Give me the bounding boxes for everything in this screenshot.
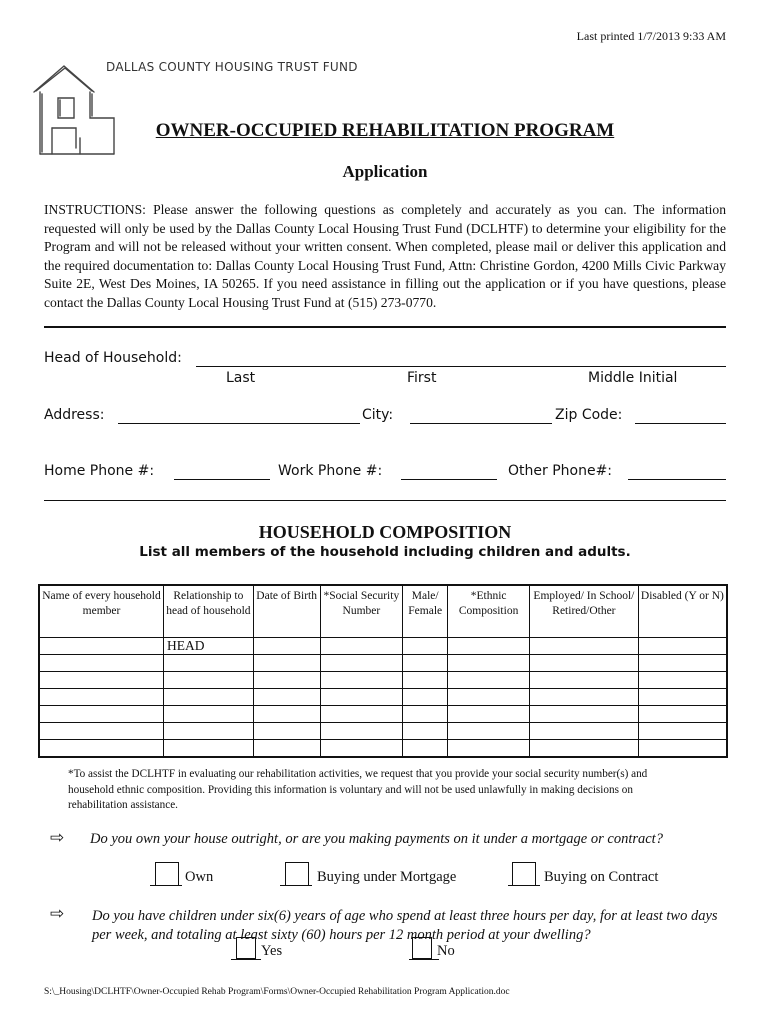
table-cell[interactable] bbox=[448, 740, 530, 758]
last-name-label: Last bbox=[226, 370, 256, 386]
zip-code-label: Zip Code: bbox=[555, 407, 623, 423]
middle-initial-label: Middle Initial bbox=[588, 370, 678, 386]
table-cell[interactable] bbox=[638, 655, 727, 672]
no-checkbox[interactable] bbox=[412, 937, 432, 959]
first-name-label: First bbox=[407, 370, 437, 386]
work-phone-field[interactable] bbox=[401, 479, 497, 480]
table-cell[interactable] bbox=[39, 740, 163, 758]
buying-under-mortgage-checkbox[interactable] bbox=[285, 862, 309, 886]
table-cell[interactable] bbox=[163, 672, 253, 689]
checkbox-underline bbox=[409, 959, 439, 960]
table-cell[interactable] bbox=[638, 638, 727, 655]
column-header-disabled: Disabled (Y or N) bbox=[638, 585, 727, 638]
table-cell[interactable] bbox=[253, 672, 320, 689]
home-phone-field[interactable] bbox=[174, 479, 270, 480]
logo-text: DALLAS COUNTY HOUSING TRUST FUND bbox=[106, 60, 358, 74]
head-of-household-label: Head of Household: bbox=[44, 350, 182, 366]
table-cell[interactable] bbox=[403, 672, 448, 689]
arrow-right-icon: ⇨ bbox=[50, 828, 65, 848]
household-members-table bbox=[38, 584, 728, 758]
table-cell[interactable] bbox=[448, 706, 530, 723]
divider bbox=[44, 500, 726, 501]
table-cell[interactable] bbox=[530, 740, 639, 758]
table-cell[interactable] bbox=[448, 655, 530, 672]
table-cell[interactable] bbox=[530, 706, 639, 723]
divider bbox=[44, 326, 726, 328]
table-cell[interactable] bbox=[530, 689, 639, 706]
page-subtitle: Application bbox=[342, 162, 428, 181]
table-cell[interactable] bbox=[403, 638, 448, 655]
table-cell[interactable] bbox=[638, 672, 727, 689]
table-cell[interactable] bbox=[320, 740, 403, 758]
table-cell[interactable] bbox=[638, 723, 727, 740]
table-cell[interactable] bbox=[448, 723, 530, 740]
column-header-date-of-birth: Date of Birth bbox=[253, 585, 320, 638]
table-cell[interactable] bbox=[253, 638, 320, 655]
work-phone-label: Work Phone #: bbox=[278, 463, 383, 479]
address-label: Address: bbox=[44, 407, 105, 423]
table-cell[interactable] bbox=[39, 638, 163, 655]
table-cell[interactable] bbox=[638, 689, 727, 706]
buying-on-contract-label: Buying on Contract bbox=[544, 869, 659, 885]
table-cell[interactable] bbox=[39, 655, 163, 672]
table-cell[interactable] bbox=[530, 655, 639, 672]
page-title: OWNER-OCCUPIED REHABILITATION PROGRAM bbox=[155, 120, 615, 141]
table-cell[interactable] bbox=[163, 740, 253, 758]
other-phone-label: Other Phone#: bbox=[508, 463, 613, 479]
head-of-household-field[interactable] bbox=[196, 366, 726, 367]
checkbox-underline bbox=[231, 959, 261, 960]
column-header-ethnic: *Ethnic Composition bbox=[448, 585, 530, 638]
table-cell[interactable] bbox=[320, 689, 403, 706]
table-cell[interactable] bbox=[530, 672, 639, 689]
children-question: Do you have children under six(6) years of age who spend at least three hours per day, for at least two days per week, and totaling at least sixty (60) hours per 12 month period at your dwelling? bbox=[92, 908, 718, 943]
table-row bbox=[39, 740, 727, 758]
table-cell[interactable] bbox=[39, 723, 163, 740]
zip-code-field[interactable] bbox=[635, 423, 726, 424]
table-cell[interactable] bbox=[638, 706, 727, 723]
column-header-ssn: *Social Security Number bbox=[320, 585, 403, 638]
table-cell[interactable] bbox=[403, 723, 448, 740]
table-row bbox=[39, 689, 727, 706]
no-option-label: No bbox=[437, 943, 455, 959]
table-row bbox=[39, 638, 727, 655]
instructions: INSTRUCTIONS: Please answer the following questions as completely and accurately as you can. The information requested will only be used by the Dallas County Local Housing Trust Fund (DCLHTF) to determine your eligibility for the Program and will not be released without your written consent. When completed, please mail or deliver this application and the required documentation to: Dallas County Local Housing Trust Fund, Attn: Christine Gordon, 4200 Mills Civic Parkway Suite 2E, West Des Moines, IA 50265. If you need assistance in filling out the application or if you have questions, please contact the Dallas County Local Housing Trust Fund at (515) 273-0770. bbox=[44, 202, 726, 310]
city-label: City: bbox=[362, 407, 394, 423]
table-cell[interactable]: HEAD bbox=[163, 638, 253, 655]
column-header-employment: Employed/ In School/ Retired/Other bbox=[530, 585, 639, 638]
arrow-right-icon: ⇨ bbox=[50, 904, 65, 924]
table-cell[interactable] bbox=[530, 638, 639, 655]
yes-option-label: Yes bbox=[261, 943, 283, 959]
address-field[interactable] bbox=[118, 423, 360, 424]
table-cell[interactable] bbox=[320, 655, 403, 672]
table-cell[interactable] bbox=[39, 706, 163, 723]
own-checkbox[interactable] bbox=[155, 862, 179, 886]
yes-checkbox[interactable] bbox=[236, 937, 256, 959]
table-cell[interactable] bbox=[403, 655, 448, 672]
table-cell[interactable] bbox=[638, 740, 727, 758]
city-field[interactable] bbox=[410, 423, 552, 424]
table-cell[interactable] bbox=[448, 638, 530, 655]
last-printed: Last printed 1/7/2013 9:33 AM bbox=[576, 29, 726, 43]
table-row bbox=[39, 723, 727, 740]
table-row bbox=[39, 655, 727, 672]
table-cell[interactable] bbox=[448, 672, 530, 689]
table-cell[interactable] bbox=[39, 672, 163, 689]
ownership-question: Do you own your house outright, or are you making payments on it under a mortgage or contract? bbox=[90, 831, 663, 847]
table-cell[interactable] bbox=[253, 706, 320, 723]
table-cell[interactable] bbox=[253, 740, 320, 758]
file-path-footer: S:\_Housing\DCLHTF\Owner-Occupied Rehab Program\Forms\Owner-Occupied Rehabilitation Program Application.doc bbox=[44, 987, 510, 997]
table-cell[interactable] bbox=[163, 655, 253, 672]
household-composition-subtitle: List all members of the household including children and adults. bbox=[139, 544, 631, 560]
table-row bbox=[39, 672, 727, 689]
table-cell[interactable] bbox=[448, 689, 530, 706]
table-cell[interactable] bbox=[39, 689, 163, 706]
table-cell[interactable] bbox=[253, 655, 320, 672]
table-cell[interactable] bbox=[163, 723, 253, 740]
own-option-label: Own bbox=[185, 869, 214, 885]
table-cell[interactable] bbox=[253, 689, 320, 706]
table-cell[interactable] bbox=[163, 689, 253, 706]
table-cell[interactable] bbox=[320, 672, 403, 689]
table-cell[interactable] bbox=[320, 723, 403, 740]
table-cell[interactable] bbox=[253, 723, 320, 740]
buying-under-mortgage-label: Buying under Mortgage bbox=[317, 869, 457, 885]
table-cell[interactable] bbox=[530, 723, 639, 740]
buying-on-contract-checkbox[interactable] bbox=[512, 862, 536, 886]
table-cell[interactable] bbox=[320, 638, 403, 655]
table-cell[interactable] bbox=[403, 706, 448, 723]
table-row bbox=[39, 706, 727, 723]
table-cell[interactable] bbox=[320, 706, 403, 723]
household-composition-title: HOUSEHOLD COMPOSITION bbox=[258, 522, 512, 542]
ssn-ethnic-note: *To assist the DCLHTF in evaluating our rehabilitation activities, we request that you provide your social security number(s) and household ethnic composition. Providing this information is voluntary and will not be used unlawfully in making decisions on rehabilitation assistance. bbox=[68, 768, 648, 811]
table-cell[interactable] bbox=[163, 706, 253, 723]
home-phone-label: Home Phone #: bbox=[44, 463, 155, 479]
logo bbox=[30, 58, 370, 158]
table-cell[interactable] bbox=[403, 740, 448, 758]
other-phone-field[interactable] bbox=[628, 479, 726, 480]
column-header-sex: Male/ Female bbox=[403, 585, 448, 638]
column-header-name: Name of every household member bbox=[39, 585, 163, 638]
column-header-relationship: Relationship to head of household bbox=[163, 585, 253, 638]
table-cell[interactable] bbox=[403, 689, 448, 706]
table-header-row bbox=[39, 585, 727, 638]
